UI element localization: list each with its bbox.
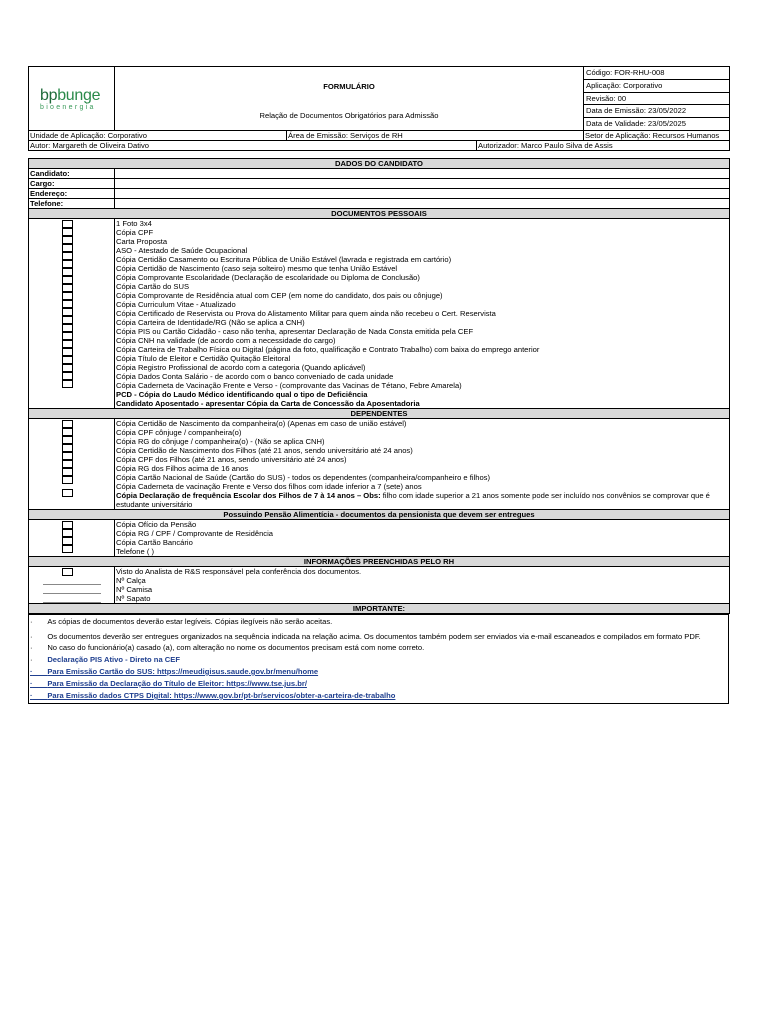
calca-line[interactable]	[43, 576, 101, 585]
doc-revision: Revisão: 00	[584, 93, 729, 106]
list-item: Cópia Dados Conta Salário - de acordo com o banco conveniado de cada unidade	[116, 371, 394, 381]
importante-item: · Os documentos deverão ser entregues organizados na sequência indicada na relação acima. Os documentos também podem ser enviados via e-mail escaneados e compilados em formato PDF.	[30, 631, 701, 641]
candidato-input[interactable]	[115, 168, 730, 178]
checkbox[interactable]	[62, 420, 73, 428]
autor: Autor: Margareth de Oliveira Dativo	[29, 140, 477, 150]
checkbox[interactable]	[62, 356, 73, 364]
logo-cell	[29, 67, 115, 131]
list-item: Cópia CPF	[116, 227, 154, 237]
importante-content	[29, 614, 729, 703]
doc-issue-date: Data de Emissão: 23/05/2022	[584, 105, 729, 118]
checkbox[interactable]	[62, 468, 73, 476]
list-item: Cópia Título de Eleitor e Certidão Quitação Eleitoral	[116, 353, 291, 363]
list-item: Cópia Certificado de Reservista ou Prova do Alistamento Militar para quem ainda não recebeu o Cert. Reservista	[116, 308, 496, 318]
list-item: Cópia Comprovante de Residência atual com CEP (em nome do candidato, dos pais ou cônjuge)	[116, 290, 443, 300]
list-item: Cópia Certidão Casamento ou Escritura Pública de União Estável (lavrada e registrada em cartório)	[116, 254, 452, 264]
checkbox[interactable]	[62, 324, 73, 332]
doc-validity-date: Data de Validade: 23/05/2025	[586, 119, 686, 129]
checkbox[interactable]	[62, 529, 73, 537]
pensao-list	[115, 519, 730, 556]
list-item: Cópia Certidão de Nascimento dos Filhos (até 21 anos, sendo universitário até 24 anos)	[116, 445, 413, 455]
list-item: Cópia Carteira de Trabalho Física ou Digital (página da foto, qualificação e Contrato Trabalho) com baixa do emprego anterior	[116, 344, 540, 354]
section-dependentes: DEPENDENTES	[29, 408, 730, 418]
checkbox[interactable]	[62, 236, 73, 244]
checkbox[interactable]	[62, 340, 73, 348]
list-item: 1 Foto 3x4	[116, 218, 152, 228]
autorizador: Autorizador: Marco Paulo Silva de Assis	[477, 140, 730, 150]
list-item: Cópia Curriculum Vitae - Atualizado	[116, 299, 236, 309]
list-item: Cópia Cartão Nacional de Saúde (Cartão do SUS) - todos os dependentes (companheira/companheiro e filhos)	[116, 472, 490, 482]
checkbox[interactable]	[62, 308, 73, 316]
checkbox[interactable]	[62, 380, 73, 388]
list-item: Cópia RG / CPF / Comprovante de Residência	[116, 528, 274, 538]
checkbox[interactable]	[62, 428, 73, 436]
checkbox[interactable]	[62, 568, 73, 576]
checkbox[interactable]	[62, 300, 73, 308]
list-item: Cópia PIS ou Cartão Cidadão - caso não tenha, apresentar Declaração de Nada Consta emitida pela CEF	[116, 326, 474, 336]
list-item: ASO - Atestado de Saúde Ocupacional	[116, 245, 248, 255]
doc-meta	[584, 67, 730, 131]
pensao-checkboxes	[29, 519, 115, 556]
list-item: Cópia RG dos Filhos acima de 16 anos	[116, 463, 249, 473]
form-page	[28, 66, 729, 704]
checkbox[interactable]	[62, 364, 73, 372]
company-logo: bpbunge	[40, 87, 101, 105]
area-emissao: Área de Emissão: Serviços de RH	[287, 130, 584, 140]
doc-application: Aplicação: Corporativo	[584, 80, 729, 93]
checkbox[interactable]	[62, 292, 73, 300]
list-item: Cópia Comprovante Escolaridade (Declaração de escolaridade ou Diploma de Conclusão)	[116, 272, 420, 282]
list-item: Cópia Certidão de Nascimento (caso seja solteiro) mesmo que tenha União Estável	[116, 263, 398, 273]
label-telefone: Telefone:	[29, 198, 115, 208]
dependentes-checkboxes	[29, 418, 115, 509]
dependentes-list	[115, 418, 730, 509]
list-item: Cópia Ofício da Pensão	[116, 519, 197, 529]
list-item: Nº Sapato	[116, 593, 151, 603]
form-title: FORMULÁRIO	[323, 82, 375, 92]
checkbox[interactable]	[62, 476, 73, 484]
importante-item: · As cópias de documentos deverão estar legíveis. Cópias ilegíveis não serão aceitas.	[30, 616, 333, 626]
link-tse[interactable]: · Para Emissão da Declaração do Título de Eleitor: https://www.tse.jus.br/	[30, 678, 307, 688]
form-subtitle: Relação de Documentos Obrigatórios para Admissão	[259, 111, 439, 121]
checkbox[interactable]	[62, 316, 73, 324]
list-item: Carta Proposta	[116, 236, 168, 246]
importante-item: · No caso do funcionário(a) casado (a), com alteração no nome os documentos precisam está com nome correto.	[30, 642, 425, 652]
cargo-input[interactable]	[115, 178, 730, 188]
rh-list	[115, 566, 730, 603]
list-item: Cópia Caderneta de vacinação Frente e Verso dos filhos com idade inferior a 7 (sete) anos	[116, 481, 422, 491]
documents-table	[28, 158, 730, 614]
list-item: Cópia CPF dos Filhos (até 21 anos, sendo universitário até 24 anos)	[116, 454, 347, 464]
list-item: Cópia CNH na validade (de acordo com a necessidade do cargo)	[116, 335, 336, 345]
link-ctps[interactable]: · Para Emissão dados CTPS Digital: https://www.gov.br/pt-br/servicos/obter-a-carteira-de-trabalho	[30, 690, 396, 700]
label-cargo: Cargo:	[29, 178, 115, 188]
list-item: Cópia RG do cônjuge / companheira(o) - (Não se aplica CNH)	[116, 436, 325, 446]
section-documentos-pessoais: DOCUMENTOS PESSOAIS	[29, 208, 730, 218]
checkbox[interactable]	[62, 537, 73, 545]
checkbox[interactable]	[62, 444, 73, 452]
label-endereco: Endereço:	[29, 188, 115, 198]
checkbox[interactable]	[62, 489, 73, 497]
list-item-aposentado: Candidato Aposentado - apresentar Cópia da Carta de Concessão da Aposentadoria	[116, 398, 420, 408]
checkbox[interactable]	[62, 436, 73, 444]
list-item: Nº Camisa	[116, 584, 153, 594]
section-dados-candidato: DADOS DO CANDIDATO	[29, 158, 730, 168]
endereco-input[interactable]	[115, 188, 730, 198]
list-item-pcd: PCD - Cópia do Laudo Médico identificando qual o tipo de Deficiência	[116, 389, 368, 399]
rh-fields	[29, 566, 115, 603]
sapato-line[interactable]	[43, 594, 101, 603]
checkbox[interactable]	[62, 284, 73, 292]
list-item: Cópia Carteira de Identidade/RG (Não se aplica a CNH)	[116, 317, 305, 327]
list-item-frequencia: Cópia Declaração de frequência Escolar dos Filhos de 7 à 14 anos – Obs: filho com idade superior a 21 anos somente pode ser incluído nos convênios se comprovar que é estudante universitário	[116, 490, 710, 509]
title-cell	[115, 67, 584, 131]
checkbox[interactable]	[62, 452, 73, 460]
list-item: Telefone ( )	[116, 546, 154, 556]
checkbox[interactable]	[62, 252, 73, 260]
list-item: Nº Calça	[116, 575, 146, 585]
checkbox[interactable]	[62, 372, 73, 380]
checkbox[interactable]	[62, 521, 73, 529]
doc-code: Código: FOR-RHU-008	[584, 67, 729, 80]
list-item: Cópia Cartão do SUS	[116, 281, 190, 291]
list-item: Cópia Cartão Bancário	[116, 537, 193, 547]
telefone-input[interactable]	[115, 198, 730, 208]
checkbox[interactable]	[62, 268, 73, 276]
checkbox[interactable]	[62, 545, 73, 553]
section-rh: INFORMAÇÕES PREENCHIDAS PELO RH	[29, 556, 730, 566]
pessoais-list	[115, 218, 730, 408]
checkbox[interactable]	[62, 276, 73, 284]
list-item: Cópia Caderneta de Vacinação Frente e Verso - (comprovante das Vacinas de Tétano, Febre Amarela)	[116, 380, 462, 390]
setor-aplicacao: Setor de Aplicação: Recursos Humanos	[584, 130, 730, 140]
checkbox[interactable]	[62, 244, 73, 252]
checkbox[interactable]	[62, 332, 73, 340]
section-importante: IMPORTANTE:	[29, 603, 730, 613]
list-item: Visto do Analista de R&S responsável pela conferência dos documentos.	[116, 566, 362, 576]
label-candidato: Candidato:	[29, 168, 115, 178]
checkbox[interactable]	[62, 228, 73, 236]
checkbox[interactable]	[62, 460, 73, 468]
checkbox[interactable]	[62, 220, 73, 228]
section-pensao: Possuindo Pensão Alimentícia - documentos da pensionista que devem ser entregues	[29, 509, 730, 519]
pessoais-checkboxes	[29, 218, 115, 408]
list-item: Cópia CPF cônjuge / companheira(o)	[116, 427, 242, 437]
header-table	[28, 66, 730, 151]
importante-table	[28, 614, 729, 704]
checkbox[interactable]	[62, 348, 73, 356]
checkbox[interactable]	[62, 260, 73, 268]
link-sus[interactable]: · Para Emissão Cartão do SUS: https://meudigisus.saude.gov.br/menu/home	[30, 666, 319, 676]
list-item: Cópia Registro Profissional de acordo com a categoria (Quando aplicável)	[116, 362, 366, 372]
importante-item-pis: · Declaração PIS Ativo - Direto na CEF	[30, 654, 180, 664]
unidade-aplicacao: Unidade de Aplicação: Corporativo	[29, 130, 287, 140]
camisa-line[interactable]	[43, 585, 101, 594]
list-item: Cópia Certidão de Nascimento da companheira(o) (Apenas em caso de união estável)	[116, 418, 407, 428]
logo-subtitle: bioenergia	[40, 104, 96, 112]
